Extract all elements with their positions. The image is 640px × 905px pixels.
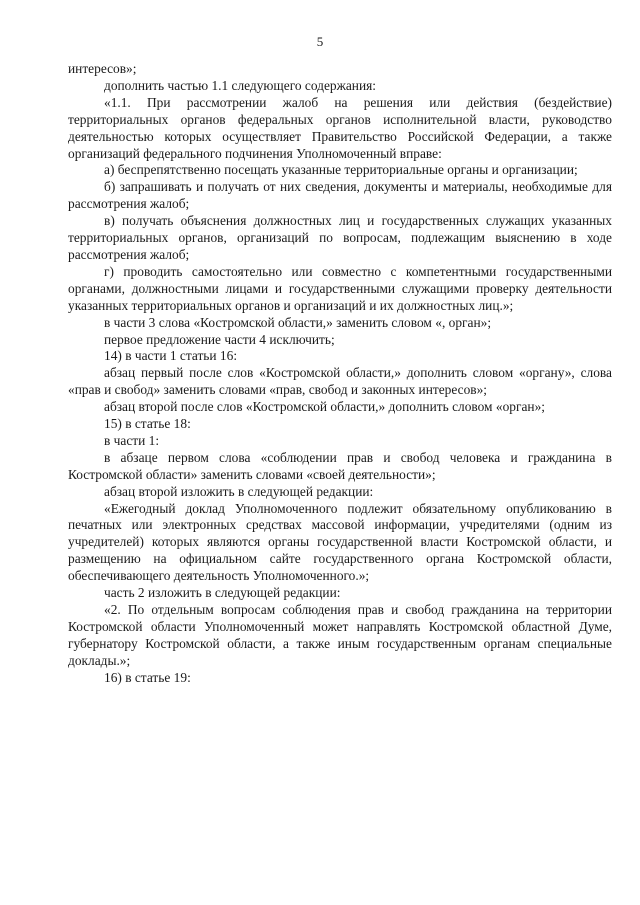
paragraph: «2. По отдельным вопросам соблюдения прав и свобод гражданина на территории Костромской области Уполномоченный может направлять Костромской областной Думе, губернатору Костромской области, а также иным государственным органам специальные доклады.»; bbox=[68, 602, 612, 668]
paragraph: 16) в статье 19: bbox=[104, 669, 191, 685]
paragraph: 14) в части 1 статьи 16: bbox=[104, 348, 238, 364]
paragraph: дополнить частью 1.1 следующего содержания: bbox=[104, 77, 377, 93]
paragraph: а) беспрепятственно посещать указанные территориальные органы и организации; bbox=[104, 162, 578, 178]
paragraph: абзац второй после слов «Костромской области,» дополнить словом «орган»; bbox=[104, 399, 545, 415]
page-number: 5 bbox=[316, 34, 324, 49]
paragraph: в абзаце первом слова «соблюдении прав и свобод человека и гражданина в Костромской области» заменить словами «своей деятельности»; bbox=[68, 449, 612, 482]
paragraph: в части 3 слова «Костромской области,» заменить словом «, орган»; bbox=[104, 314, 492, 330]
paragraph: в) получать объяснения должностных лиц и государственных служащих указанных территориальных органов, организаций по вопросам, подлежащим выяснению в ходе рассмотрения жалоб; bbox=[68, 213, 612, 262]
paragraph: б) запрашивать и получать от них сведения, документы и материалы, необходимые для рассмотрения жалоб; bbox=[68, 179, 612, 212]
paragraph: абзац второй изложить в следующей редакции: bbox=[104, 483, 374, 499]
paragraph: 15) в статье 18: bbox=[104, 416, 191, 432]
document-body bbox=[68, 61, 612, 687]
paragraph: г) проводить самостоятельно или совместно с компетентными государственными органами, должностными лицами и государственными служащими проверку деятельности указанных территориальных органов и организаций и их должностных лиц.»; bbox=[68, 263, 612, 313]
paragraph: «1.1. При рассмотрении жалоб на решения или действия (бездействие) территориальных органов федеральных органов исполнительной власти, руководство деятельностью которых осуществляет Правительство Российской Федерации, а также организаций федерального подчинения Уполномоченный вправе: bbox=[68, 94, 612, 161]
paragraph: часть 2 изложить в следующей редакции: bbox=[104, 585, 341, 601]
paragraph: абзац первый после слов «Костромской области,» дополнить словом «органу», слова «прав и свобод» заменить словами «прав, свобод и законных интересов»; bbox=[68, 365, 612, 398]
paragraph: первое предложение части 4 исключить; bbox=[104, 331, 335, 347]
paragraph: в части 1: bbox=[104, 432, 160, 448]
paragraph: «Ежегодный доклад Уполномоченного подлежит обязательному опубликованию в печатных или электронных средствах массовой информации, учредителями (одним из учредителей) которых являются органы государственной власти Костромской области, и размещению на официальном сайте государственного органа Костромской области, обеспечивающего деятельность Уполномоченного.»; bbox=[68, 500, 612, 584]
paragraph: интересов»; bbox=[68, 61, 137, 76]
